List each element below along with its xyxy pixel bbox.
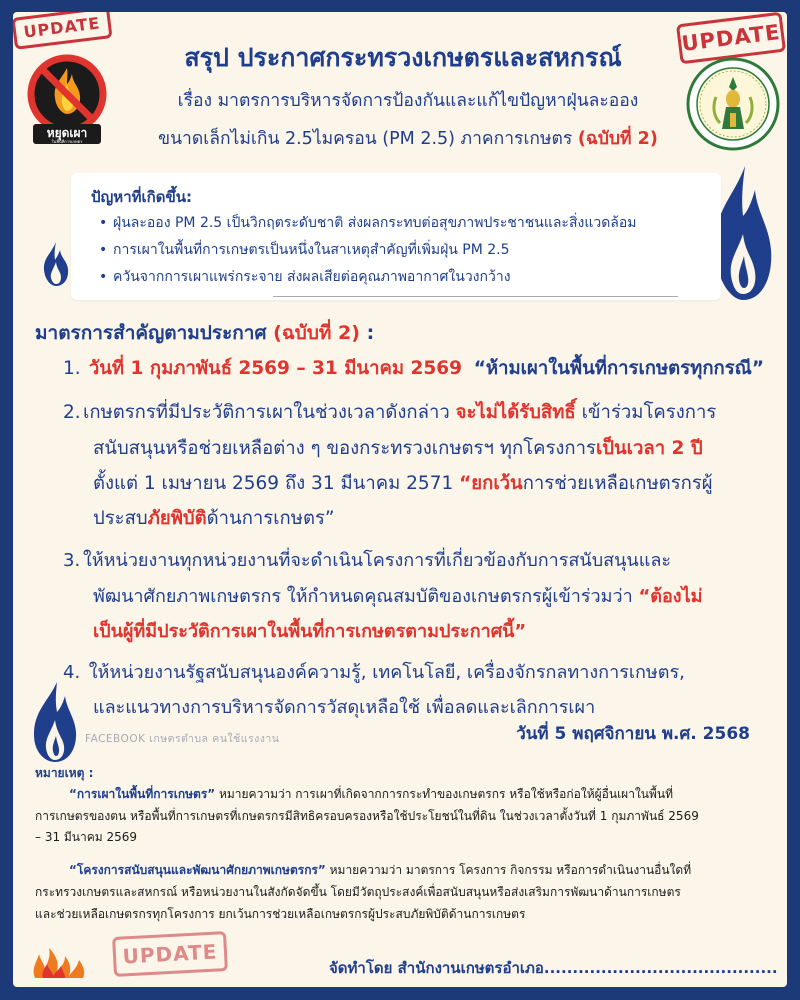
problems-box — [71, 173, 721, 300]
note-2-line: และช่วยเหลือเกษตรกรทุกโครงการ ยกเว้นการช่วยเหลือเกษตรกรผู้ประสบภัยพิบัติด้านการเกษตร — [35, 907, 526, 921]
measure-1 — [63, 352, 764, 386]
measure-text: สนับสนุนหรือช่วยเหลือต่าง ๆ ของกระทรวงเกษตรฯ ทุกโครงการ — [93, 438, 596, 459]
measure-highlight: เป็นผู้ที่มีประวัติการเผาในพื้นที่การเกษตรตามประกาศนี้” — [93, 621, 527, 642]
measure-number: 3. — [63, 550, 81, 571]
note-text: หมายความว่า มาตรการ โครงการ กิจกรรม หรือการดำเนินงานอื่นใดที่ — [325, 863, 692, 877]
measure-3-line — [93, 615, 526, 649]
edition-highlight: (ฉบับที่ 2) — [577, 129, 658, 149]
logo-text: หยุดเผา — [46, 126, 88, 140]
measure-text: เกษตรกรที่มีประวัติการเผาในช่วงเวลาดังกล่าว — [83, 402, 456, 423]
subtitle-line: เรื่อง มาตรการบริหารจัดการป้องกันและแก้ไขปัญหาฝุ่นละออง — [177, 91, 639, 111]
flame-icon — [39, 240, 73, 288]
measure-text: ประสบ — [93, 508, 148, 529]
measure-number: 1. — [63, 358, 81, 379]
list-item: • การเผาในพื้นที่การเกษตรเป็นหนึ่งในสาเหตุสำคัญที่เพิ่มฝุ่น PM 2.5 — [99, 242, 510, 258]
problem-text: ควันจากการเผาแพร่กระจาย ส่งผลเสียต่อคุณภาพอากาศในวงกว้าง — [113, 269, 511, 285]
note-1 — [35, 784, 770, 805]
problems-list — [99, 211, 709, 292]
measure-number: 2. — [63, 402, 81, 423]
measure-2 — [63, 396, 716, 430]
measure-1-quote: “ห้ามเผาในพื้นที่การเกษตรทุกกรณี” — [473, 358, 764, 379]
measure-highlight: จะไม่ได้รับสิทธิ์ — [455, 402, 576, 423]
divider — [273, 296, 678, 297]
note-text: หมายความว่า การเผาที่เกิดจากการกระทำของเกษตรกร หรือใช้หรือก่อให้ผู้อื่นเผาในพื้นที่ — [215, 787, 674, 801]
problem-text: การเผาในพื้นที่การเกษตรเป็นหนึ่งในสาเหตุสำคัญที่เพิ่มฝุ่น PM 2.5 — [113, 242, 510, 258]
measures-title-text: มาตรการสำคัญตามประกาศ — [35, 322, 267, 344]
note-1-line: การเกษตรของตน หรือพื้นที่การเกษตรที่เกษตรกรมีสิทธิครอบครองหรือใช้ประโยชน์ในที่ดิน ในช่วงเวลาตั้งวันที่ 1 กุมภาพันธ์ 2569 — [35, 809, 699, 823]
measure-3 — [63, 544, 671, 578]
measure-text: การช่วยเหลือเกษตรกรผู้ — [522, 473, 713, 494]
problem-text: ฝุ่นละออง PM 2.5 เป็นวิกฤตระดับชาติ ส่งผลกระทบต่อสุขภาพประชาชนและสิ่งแวดล้อม — [113, 215, 637, 231]
measure-highlight: เป็นเวลา 2 ปี — [595, 438, 703, 459]
measures-title — [35, 318, 374, 348]
infographic-page — [13, 12, 787, 987]
update-stamp: UPDATE — [676, 12, 786, 64]
fire-icon — [27, 940, 97, 980]
note-2 — [35, 860, 770, 881]
measures-title-suffix: : — [359, 322, 375, 344]
watermark: FACEBOOK เกษตรตำบล คนใช้แรงงาน — [85, 733, 280, 745]
no-burning-logo — [19, 50, 115, 146]
measure-text: และแนวทางการบริหารจัดการวัสดุเหลือใช้ เพื่อลดและเลิกการเผา — [93, 697, 596, 718]
note-term: “การเผาในพื้นที่การเกษตร” — [69, 787, 216, 801]
note-2-line: กระทรวงเกษตรและสหกรณ์ หรือหน่วยงานในสังกัดจัดขึ้น โดยมีวัตถุประสงค์เพื่อสนับสนุนหรือส่งเสริมการพัฒนาด้านการเกษตร — [35, 885, 681, 899]
measure-4 — [63, 656, 685, 690]
page-title: สรุป ประกาศกระทรวงเกษตรและสหกรณ์ — [184, 43, 622, 72]
measure-text: ให้หน่วยงานรัฐสนับสนุนองค์ความรู้, เทคโนโลยี, เครื่องจักรกลทางการเกษตร, — [88, 662, 685, 683]
footer-signature: จัดทำโดย สำนักงานเกษตรอำเภอ......................................... — [329, 959, 778, 977]
note-term: “โครงการสนับสนุนและพัฒนาศักยภาพเกษตรกร” — [69, 863, 326, 877]
measure-text: เข้าร่วมโครงการ — [575, 402, 717, 423]
problems-title: ปัญหาที่เกิดขึ้น: — [91, 188, 192, 206]
measure-text: ให้หน่วยงานทุกหน่วยงานที่จะดำเนินโครงการที่เกี่ยวข้องกับการสนับสนุนและ — [83, 550, 672, 571]
measure-2-line — [93, 432, 703, 466]
measure-text: พัฒนาศักยภาพเกษตรกร ให้กำหนดคุณสมบัติของเกษตรกรผู้เข้าร่วมว่า — [93, 586, 639, 607]
update-stamp: UPDATE — [13, 12, 113, 50]
list-item: • ฝุ่นละออง PM 2.5 เป็นวิกฤตระดับชาติ ส่งผลกระทบต่อสุขภาพประชาชนและสิ่งแวดล้อม — [99, 215, 637, 231]
measure-2-line — [93, 467, 713, 501]
announcement-date: วันที่ 5 พฤศจิกายน พ.ศ. 2568 — [516, 724, 750, 744]
note-1-line: – 31 มีนาคม 2569 — [35, 830, 138, 844]
measure-1-date: วันที่ 1 กุมภาพันธ์ 2569 – 31 มีนาคม 2569 — [88, 358, 462, 379]
flame-icon — [27, 680, 83, 764]
measure-3-line — [93, 580, 703, 614]
measure-2-line — [93, 502, 335, 536]
subtitle-line — [123, 124, 693, 152]
ministry-seal-logo — [686, 57, 780, 151]
measure-text: ด้านการเกษตร” — [206, 508, 335, 529]
measure-text: ตั้งแต่ 1 เมษายน 2569 ถึง 31 มีนาคม 2571 — [93, 473, 460, 494]
edition-highlight: (ฉบับที่ 2) — [273, 322, 360, 344]
measure-highlight: ภัยพิบัติ — [147, 508, 207, 529]
measure-number: 4. — [63, 662, 81, 683]
measure-highlight: “ยกเว้น — [459, 473, 523, 494]
list-item: • ควันจากการเผาแพร่กระจาย ส่งผลเสียต่อคุณภาพอากาศในวงกว้าง — [99, 269, 511, 285]
notes-title: หมายเหตุ : — [35, 766, 94, 780]
update-stamp: UPDATE — [112, 931, 228, 977]
subtitle-text: ขนาดเล็กไม่เกิน 2.5ไมครอน (PM 2.5) ภาคการเกษตร — [158, 129, 573, 149]
measure-highlight: “ต้องไม่ — [638, 586, 703, 607]
logo-subtext: ในพื้นที่การเกษตร — [51, 139, 83, 144]
